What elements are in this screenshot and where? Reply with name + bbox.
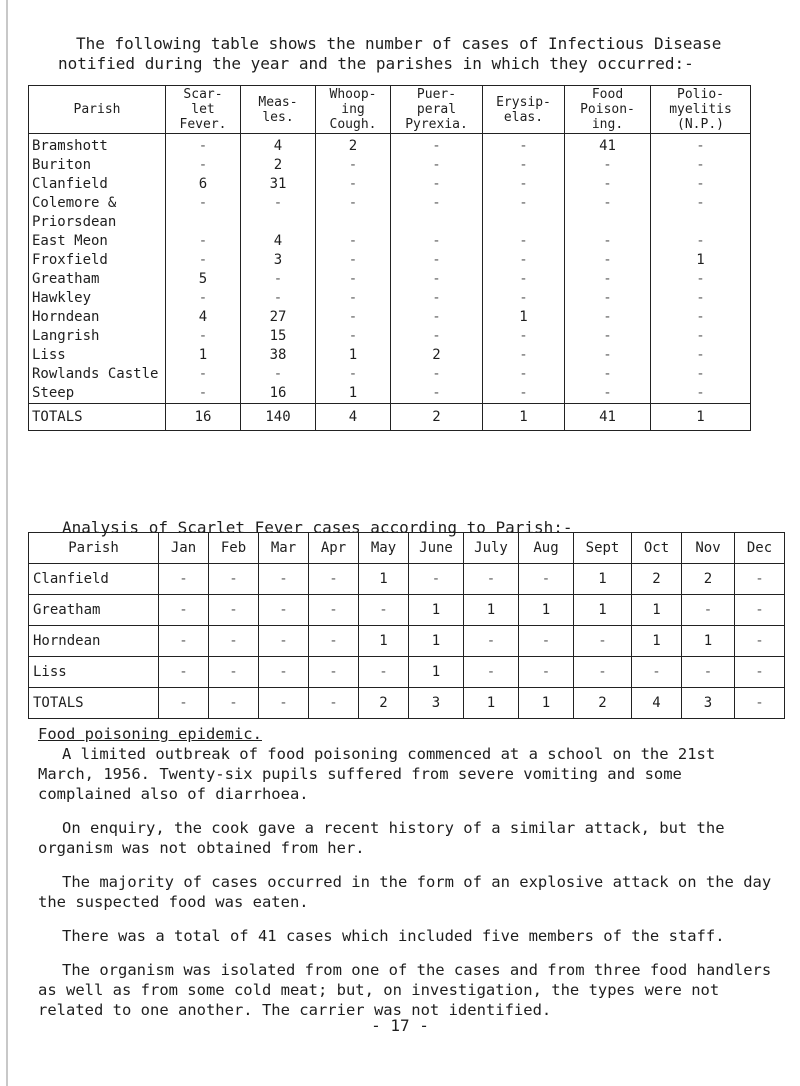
value-cell: 3 [241, 251, 316, 270]
total-cell: - [209, 688, 259, 719]
value-cell: - [565, 251, 651, 270]
page-number: - 17 - [371, 1016, 429, 1035]
total-cell: 2 [574, 688, 632, 719]
value-cell: - [391, 156, 483, 175]
value-cell: - [565, 327, 651, 346]
table-row [29, 308, 751, 327]
column-header: May [359, 533, 409, 564]
value-cell: - [651, 270, 751, 289]
value-cell: - [483, 251, 565, 270]
value-cell: - [166, 156, 241, 175]
value-cell: - [519, 564, 574, 595]
value-cell: 1 [359, 564, 409, 595]
value-cell: 1 [464, 595, 519, 626]
value-cell: - [682, 595, 735, 626]
column-header: Oct [632, 533, 682, 564]
value-cell: 1 [651, 251, 751, 270]
value-cell: - [464, 657, 519, 688]
value-cell: 2 [316, 134, 391, 157]
value-cell: 4 [241, 232, 316, 251]
total-cell: 1 [464, 688, 519, 719]
paragraph-5: The organism was isolated from one of the cases and from three food handlers as well as from some cold meat; but, on investigation, the types were not related to one another. The carrier was not identified. [38, 961, 772, 1019]
value-cell: - [316, 194, 391, 232]
value-cell: - [735, 595, 785, 626]
value-cell: - [464, 564, 519, 595]
value-cell: - [651, 194, 751, 232]
value-cell: - [391, 289, 483, 308]
total-cell: - [309, 688, 359, 719]
value-cell: - [309, 595, 359, 626]
value-cell: - [632, 657, 682, 688]
value-cell: - [159, 595, 209, 626]
parish-cell: Bramshott [29, 134, 166, 157]
value-cell: - [316, 232, 391, 251]
column-header: June [409, 533, 464, 564]
value-cell: - [464, 626, 519, 657]
value-cell: - [483, 134, 565, 157]
parish-cell: Colemore & Priorsdean [29, 194, 166, 232]
value-cell: - [565, 289, 651, 308]
value-cell: 2 [391, 346, 483, 365]
value-cell: - [483, 232, 565, 251]
value-cell: - [574, 626, 632, 657]
value-cell: - [651, 134, 751, 157]
table-row [29, 365, 751, 384]
paragraph-4: There was a total of 41 cases which included five members of the staff. [62, 927, 725, 945]
parish-cell: Steep [29, 384, 166, 404]
value-cell: 2 [682, 564, 735, 595]
total-cell: - [735, 688, 785, 719]
parish-cell: Rowlands Castle [29, 365, 166, 384]
value-cell: - [316, 175, 391, 194]
value-cell: - [166, 232, 241, 251]
value-cell: 1 [409, 595, 464, 626]
value-cell: - [241, 270, 316, 289]
analysis-title: Analysis of Scarlet Fever cases according to Parish:- [62, 518, 573, 537]
total-cell: 1 [483, 404, 565, 431]
value-cell: 1 [632, 595, 682, 626]
paragraph-1: A limited outbreak of food poisoning commenced at a school on the 21st March, 1956. Twenty-six pupils suffered from severe vomiting and some complained also of diarrhoea. [38, 745, 716, 803]
value-cell: - [483, 346, 565, 365]
parish-cell: Langrish [29, 327, 166, 346]
table-row [29, 595, 785, 626]
food-poisoning-heading: Food poisoning epidemic. [38, 725, 262, 743]
value-cell: - [565, 365, 651, 384]
value-cell: - [241, 289, 316, 308]
value-cell: 5 [166, 270, 241, 289]
value-cell: - [391, 251, 483, 270]
value-cell: - [483, 327, 565, 346]
table-row [29, 327, 751, 346]
column-header: Polio- myelitis (N.P.) [651, 86, 751, 134]
value-cell: - [166, 384, 241, 404]
value-cell: - [391, 327, 483, 346]
intro-text [58, 34, 778, 74]
column-header: Sept [574, 533, 632, 564]
value-cell: - [483, 175, 565, 194]
parish-cell: Buriton [29, 156, 166, 175]
parish-cell: Clanfield [29, 175, 166, 194]
parish-cell: Clanfield [29, 564, 159, 595]
parish-cell: Horndean [29, 308, 166, 327]
value-cell: - [483, 289, 565, 308]
total-cell: 16 [166, 404, 241, 431]
column-header: Apr [309, 533, 359, 564]
value-cell: - [565, 156, 651, 175]
table-row [29, 384, 751, 404]
value-cell: - [565, 232, 651, 251]
value-cell: - [359, 595, 409, 626]
value-cell: - [391, 270, 483, 289]
value-cell: - [519, 626, 574, 657]
value-cell: 2 [241, 156, 316, 175]
value-cell: - [735, 626, 785, 657]
value-cell: - [166, 251, 241, 270]
value-cell: 1 [574, 595, 632, 626]
value-cell: - [259, 657, 309, 688]
total-cell: - [159, 688, 209, 719]
total-cell: 41 [565, 404, 651, 431]
column-header: July [464, 533, 519, 564]
value-cell: - [391, 308, 483, 327]
infectious-disease-table [28, 85, 751, 431]
column-header: Parish [29, 533, 159, 564]
value-cell: - [209, 657, 259, 688]
value-cell: - [209, 595, 259, 626]
value-cell: - [651, 346, 751, 365]
value-cell: - [483, 270, 565, 289]
value-cell: - [391, 384, 483, 404]
value-cell: - [735, 564, 785, 595]
value-cell: 1 [316, 346, 391, 365]
column-header: Mar [259, 533, 309, 564]
value-cell: 1 [409, 657, 464, 688]
value-cell: 16 [241, 384, 316, 404]
value-cell: - [735, 657, 785, 688]
value-cell: 1 [316, 384, 391, 404]
table-row [29, 134, 751, 157]
value-cell: 4 [241, 134, 316, 157]
value-cell: - [565, 346, 651, 365]
value-cell: 1 [682, 626, 735, 657]
column-header: Puer- peral Pyrexia. [391, 86, 483, 134]
table-row [29, 175, 751, 194]
value-cell: 6 [166, 175, 241, 194]
value-cell: 1 [166, 346, 241, 365]
value-cell: - [166, 289, 241, 308]
value-cell: - [159, 564, 209, 595]
value-cell: - [483, 156, 565, 175]
column-header: Meas- les. [241, 86, 316, 134]
value-cell: 2 [632, 564, 682, 595]
food-poisoning-section [38, 724, 780, 1034]
value-cell: - [651, 175, 751, 194]
value-cell: - [316, 156, 391, 175]
total-cell: 1 [651, 404, 751, 431]
value-cell: - [391, 175, 483, 194]
column-header: Erysip- elas. [483, 86, 565, 134]
column-header: Scar- let Fever. [166, 86, 241, 134]
intro-line-1: The following table shows the number of cases of Infectious Disease [76, 34, 722, 53]
value-cell: - [565, 194, 651, 232]
value-cell: - [166, 327, 241, 346]
value-cell: - [651, 327, 751, 346]
total-cell: 140 [241, 404, 316, 431]
value-cell: - [565, 175, 651, 194]
value-cell: - [241, 194, 316, 232]
value-cell: - [519, 657, 574, 688]
column-header: Dec [735, 533, 785, 564]
value-cell: - [166, 134, 241, 157]
table-row [29, 194, 751, 232]
value-cell: - [391, 194, 483, 232]
value-cell: - [391, 232, 483, 251]
value-cell: 1 [574, 564, 632, 595]
table-row [29, 626, 785, 657]
total-cell: 2 [359, 688, 409, 719]
table1-body [29, 134, 751, 404]
value-cell: 1 [409, 626, 464, 657]
total-cell: 4 [632, 688, 682, 719]
value-cell: - [209, 626, 259, 657]
table-row [29, 232, 751, 251]
parish-cell: Greatham [29, 270, 166, 289]
total-cell: 1 [519, 688, 574, 719]
totals-label: TOTALS [29, 688, 159, 719]
parish-cell: Liss [29, 657, 159, 688]
table2-totals-row [29, 688, 785, 719]
value-cell: - [682, 657, 735, 688]
value-cell: - [259, 626, 309, 657]
value-cell: 27 [241, 308, 316, 327]
table-row [29, 156, 751, 175]
paragraph-3: The majority of cases occurred in the form of an explosive attack on the day the suspected food was eaten. [38, 873, 772, 911]
table-row [29, 346, 751, 365]
total-cell: 3 [409, 688, 464, 719]
value-cell: - [565, 384, 651, 404]
value-cell: - [159, 626, 209, 657]
column-header: Feb [209, 533, 259, 564]
value-cell: - [483, 194, 565, 232]
table-row [29, 289, 751, 308]
value-cell: - [316, 327, 391, 346]
value-cell: - [565, 270, 651, 289]
value-cell: - [651, 308, 751, 327]
value-cell: - [316, 289, 391, 308]
value-cell: 31 [241, 175, 316, 194]
value-cell: 1 [632, 626, 682, 657]
table2-body [29, 564, 785, 688]
column-header: Parish [29, 86, 166, 134]
column-header: Whoop- ing Cough. [316, 86, 391, 134]
value-cell: - [316, 251, 391, 270]
value-cell: - [259, 564, 309, 595]
value-cell: - [316, 308, 391, 327]
value-cell: - [359, 657, 409, 688]
table1-header-row [29, 86, 751, 134]
total-cell: - [259, 688, 309, 719]
parish-cell: Froxfield [29, 251, 166, 270]
page-edge [6, 0, 8, 1086]
value-cell: - [391, 134, 483, 157]
value-cell: - [309, 564, 359, 595]
table1-totals-row [29, 404, 751, 431]
column-header: Food Poison- ing. [565, 86, 651, 134]
value-cell: 15 [241, 327, 316, 346]
total-cell: 3 [682, 688, 735, 719]
value-cell: 1 [359, 626, 409, 657]
value-cell: - [651, 365, 751, 384]
table-row [29, 564, 785, 595]
parish-cell: Liss [29, 346, 166, 365]
value-cell: - [565, 308, 651, 327]
value-cell: 38 [241, 346, 316, 365]
intro-line-2: notified during the year and the parishes in which they occurred:- [58, 54, 694, 73]
table-row [29, 270, 751, 289]
value-cell: 1 [519, 595, 574, 626]
value-cell: - [209, 564, 259, 595]
value-cell: 41 [565, 134, 651, 157]
parish-cell: Hawkley [29, 289, 166, 308]
column-header: Nov [682, 533, 735, 564]
value-cell: - [651, 289, 751, 308]
value-cell: - [651, 384, 751, 404]
value-cell: - [574, 657, 632, 688]
value-cell: 1 [483, 308, 565, 327]
parish-cell: East Meon [29, 232, 166, 251]
table-row [29, 657, 785, 688]
value-cell: - [259, 595, 309, 626]
table-row [29, 251, 751, 270]
scarlet-fever-analysis-table [28, 532, 785, 719]
parish-cell: Greatham [29, 595, 159, 626]
parish-cell: Horndean [29, 626, 159, 657]
total-cell: 4 [316, 404, 391, 431]
value-cell: - [166, 194, 241, 232]
value-cell: - [159, 657, 209, 688]
column-header: Jan [159, 533, 209, 564]
totals-label: TOTALS [29, 404, 166, 431]
value-cell: - [483, 365, 565, 384]
value-cell: - [409, 564, 464, 595]
value-cell: - [651, 232, 751, 251]
total-cell: 2 [391, 404, 483, 431]
value-cell: - [241, 365, 316, 384]
value-cell: - [316, 365, 391, 384]
paragraph-2: On enquiry, the cook gave a recent history of a similar attack, but the organism was not obtained from her. [38, 819, 725, 857]
value-cell: - [309, 657, 359, 688]
column-header: Aug [519, 533, 574, 564]
value-cell: 4 [166, 308, 241, 327]
value-cell: - [483, 384, 565, 404]
value-cell: - [166, 365, 241, 384]
value-cell: - [651, 156, 751, 175]
value-cell: - [316, 270, 391, 289]
table2-header-row [29, 533, 785, 564]
value-cell: - [309, 626, 359, 657]
value-cell: - [391, 365, 483, 384]
